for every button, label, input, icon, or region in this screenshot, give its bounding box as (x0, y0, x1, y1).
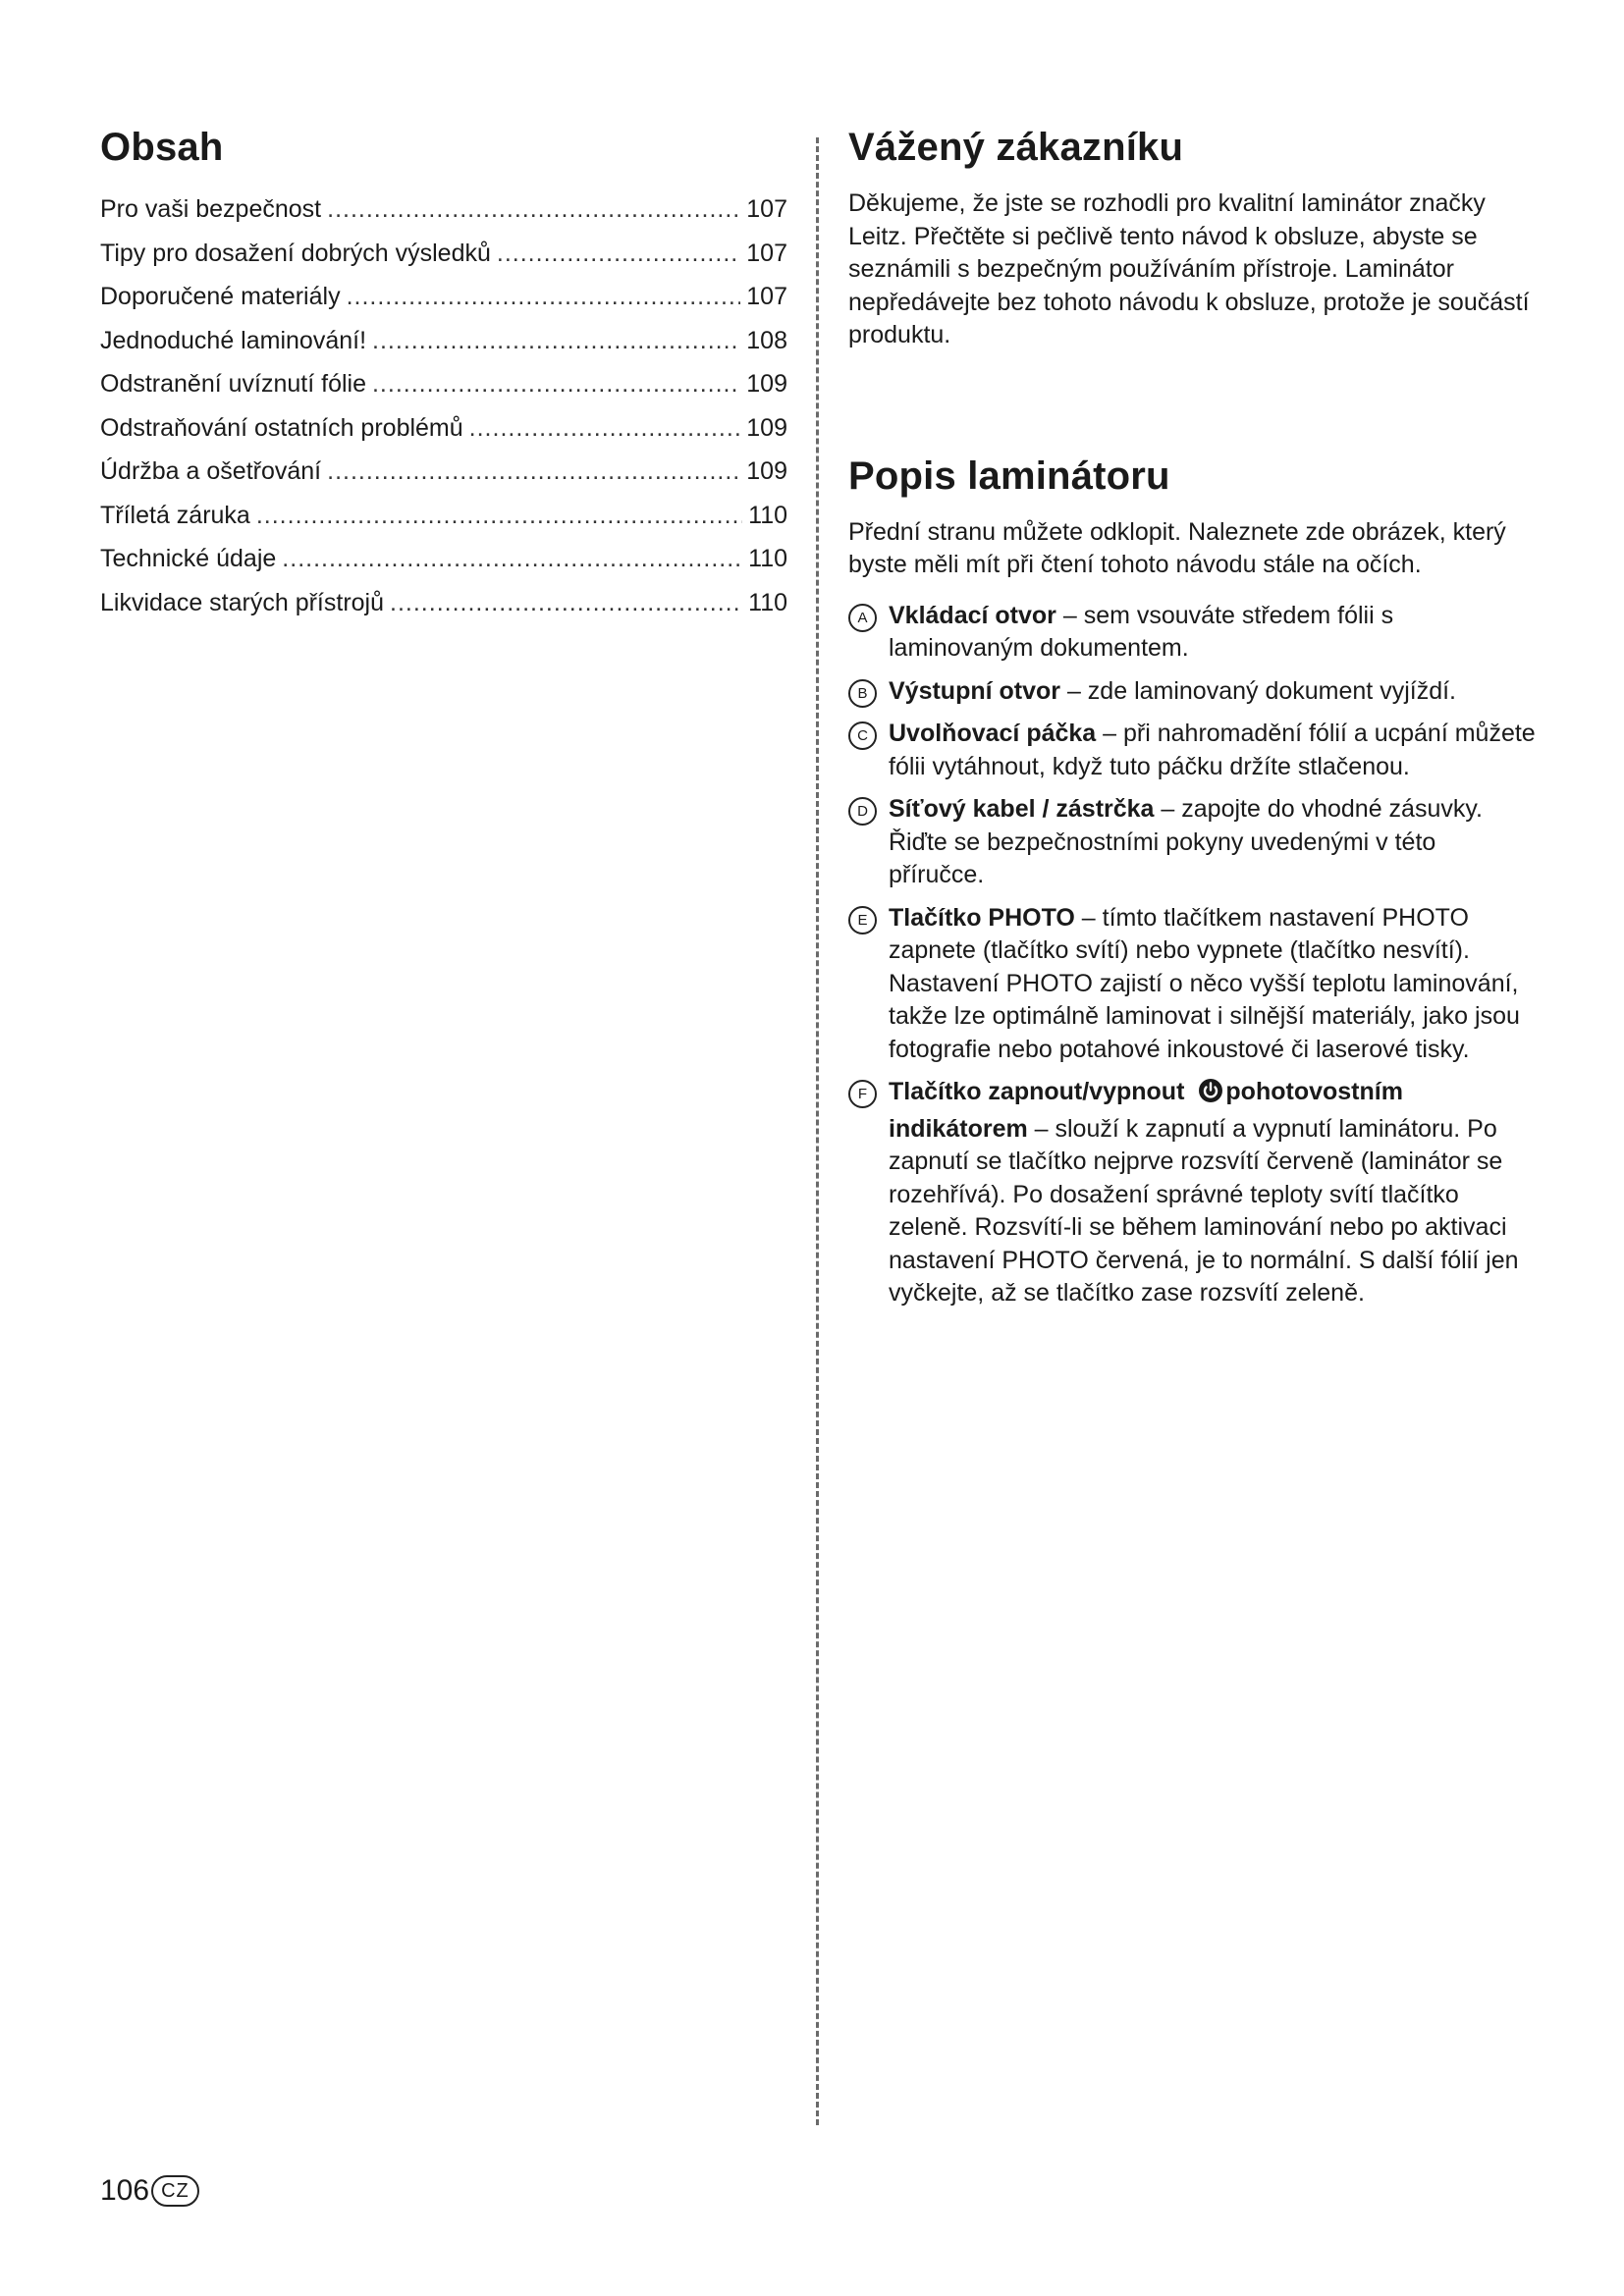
toc-item-page: 110 (748, 501, 787, 529)
page-footer (100, 2174, 199, 2208)
toc-item-page: 109 (746, 413, 787, 442)
toc-item-title: Údržba a ošetřování (100, 457, 322, 485)
toc-leader-dots (497, 232, 740, 276)
toc-leader-dots (256, 494, 742, 538)
letter-badge: C (848, 721, 877, 750)
toc-item (100, 537, 787, 581)
part-name: Tlačítko PHOTO (889, 903, 1075, 932)
toc-leader-dots (372, 362, 740, 406)
toc-item-title: Tipy pro dosažení dobrých výsledků (100, 239, 491, 267)
toc-leader-dots (282, 537, 742, 581)
part-description (889, 675, 1536, 709)
letter-badge: E (848, 906, 877, 934)
toc-leader-dots (372, 319, 740, 363)
part-name: Tlačítko zapnout/vypnout (889, 1078, 1185, 1105)
toc-item-page: 110 (748, 588, 787, 616)
toc-item (100, 494, 787, 538)
toc-leader-dots (469, 406, 741, 451)
power-part-list (848, 1076, 1536, 1310)
part-description (889, 1076, 1536, 1310)
description-heading: Popis laminátoru (848, 454, 1170, 498)
toc-leader-dots (347, 275, 741, 319)
list-item (848, 793, 1536, 892)
toc-leader-dots (327, 450, 740, 494)
letter-badge: B (848, 679, 877, 708)
letter-badge: F (848, 1080, 877, 1108)
toc-item-title: Jednoduché laminování! (100, 326, 367, 354)
toc-item (100, 406, 787, 451)
part-name: Uvolňovací páčka (889, 720, 1097, 747)
toc-item-page: 108 (746, 326, 787, 354)
page-number: 106 (100, 2174, 150, 2207)
list-item (848, 675, 1536, 709)
parts-list (848, 600, 1536, 1067)
part-text: – slouží k zapnutí a vypnutí laminátoru. Po zapnutí se tlačítko nejprve rozsvítí červeně (laminátor se rozehřívá). Po dosažení správné teploty svítí tlačítko zeleně. Rozsvítí-li se během laminování nebo po aktivaci nastavení PHOTO červená, je to normální. S další fólií jen vyčkejte, až se tlačítko zase rozsvítí zeleně. (889, 1114, 1519, 1307)
part-text: – zde laminovaný dokument vyjíždí. (1060, 676, 1456, 705)
description-paragraph: Přední stranu můžete odklopit. Naleznete zde obrázek, který byste měli mít při čtení tohoto návodu stále na očích. (848, 517, 1506, 578)
content-column (848, 126, 1536, 1320)
toc-item (100, 450, 787, 494)
toc-column (100, 126, 787, 624)
part-description (889, 793, 1536, 892)
toc-item (100, 275, 787, 319)
toc-item-page: 107 (746, 283, 787, 310)
toc-item-page: 109 (746, 370, 787, 398)
intro-heading: Vážený zákazníku (848, 126, 1184, 169)
toc-item (100, 581, 787, 625)
part-description (889, 600, 1536, 666)
letter-badge: A (848, 604, 877, 632)
toc-item (100, 319, 787, 363)
part-description (889, 718, 1536, 783)
list-item (848, 718, 1536, 783)
toc-heading: Obsah (100, 126, 224, 169)
toc-item-page: 109 (746, 457, 787, 485)
part-name: Výstupní otvor (889, 676, 1061, 705)
toc-item-title: Doporučené materiály (100, 283, 341, 310)
part-text: – při nahromadění fólií a ucpání můžete fólii vytáhnout, když tuto páčku držíte stlačenou. (889, 720, 1536, 780)
part-name: pohotovostním indikátorem (889, 1078, 1403, 1143)
toc-item-page: 110 (748, 545, 787, 572)
toc-item-title: Odstraňování ostatních problémů (100, 413, 463, 442)
toc-item-title: Pro vaši bezpečnost (100, 195, 322, 223)
toc-item-title: Tříletá záruka (100, 501, 250, 529)
toc-leader-dots (390, 581, 742, 625)
list-item (848, 1076, 1536, 1310)
toc-leader-dots (327, 187, 740, 232)
toc-item-title: Odstranění uvíznutí fólie (100, 370, 366, 398)
toc-item (100, 362, 787, 406)
list-item (848, 902, 1536, 1067)
part-name: Vkládací otvor (889, 601, 1056, 629)
toc-item-title: Technické údaje (100, 545, 277, 572)
toc-list (100, 187, 787, 624)
power-icon (1198, 1078, 1223, 1113)
toc-item-page: 107 (746, 195, 787, 223)
language-badge: CZ (151, 2175, 199, 2207)
part-text: – zapojte do vhodné zásuvky. Řiďte se bezpečnostními pokyny uvedenými v této příručce. (889, 795, 1483, 888)
toc-item (100, 232, 787, 276)
part-name: Síťový kabel / zástrčka (889, 795, 1155, 823)
toc-item-page: 107 (746, 239, 787, 267)
toc-item-title: Likvidace starých přístrojů (100, 588, 385, 616)
part-text: – tímto tlačítkem nastavení PHOTO zapnete (tlačítko svítí) nebo vypnete (tlačítko nesvítí). Nastavení PHOTO zajistí o něco vyšší teplotu laminování, takže lze optimálně laminovat i silnější materiály, jako jsou fotografie nebo potahové inkoustové či laserové tisky. (889, 903, 1520, 1063)
intro-paragraph: Děkujeme, že jste se rozhodli pro kvalitní laminátor značky Leitz. Přečtěte si pečlivě tento návod k obsluze, abyste se seznámili s bezpečným používáním přístroje. Laminátor nepředávejte bez tohoto návodu k obsluze, protože je součástí produktu. (848, 189, 1530, 348)
letter-badge: D (848, 797, 877, 826)
toc-item (100, 187, 787, 232)
list-item (848, 600, 1536, 666)
part-text: – sem vsouváte středem fólii s laminovaným dokumentem. (889, 601, 1394, 662)
part-description (889, 902, 1536, 1067)
column-divider (816, 137, 819, 2125)
